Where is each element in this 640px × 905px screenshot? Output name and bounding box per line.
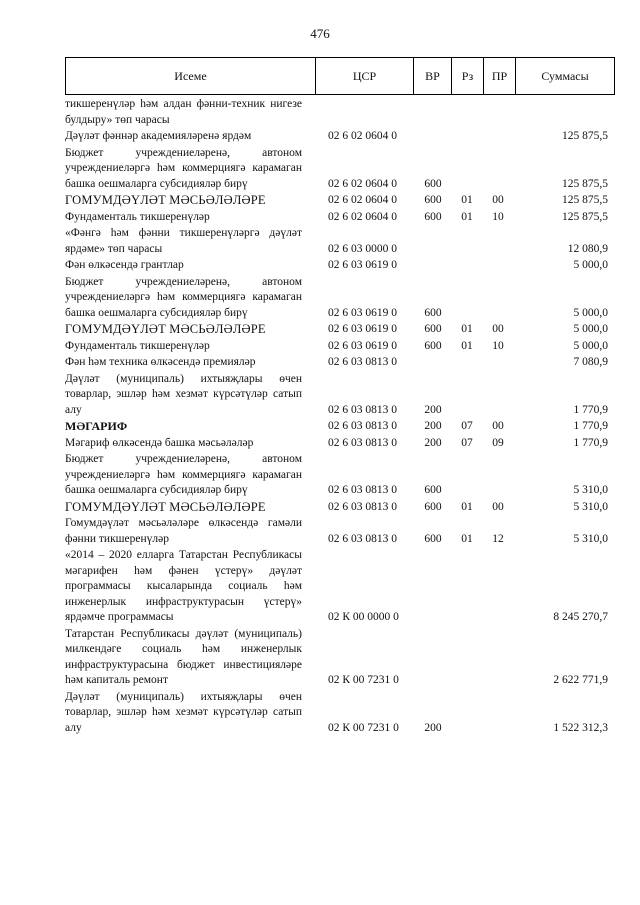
header-pr: ПР [484, 58, 516, 94]
row-csr: 02 6 03 0813 0 [328, 532, 397, 545]
row-sum: 1 522 312,3 [553, 721, 608, 734]
row-name: «2014 – 2020 елларга Татарстан Республикасы мәгарифен һәм фәнен үстерү» дәүләт программасы кысаларында социаль һәм инженерлык инфраструктурасын үстерү» ярдәмче программасы [65, 549, 302, 623]
row-pr: 00 [492, 194, 504, 206]
row-name: Фән өлкәсендә грантлар [65, 259, 184, 271]
table-row [65, 322, 615, 339]
row-vr: 200 [424, 436, 442, 449]
row-vr: 200 [424, 721, 442, 734]
row-csr: 02 6 03 0619 0 [328, 339, 397, 352]
row-rz: 07 [461, 436, 473, 449]
row-rz: 01 [461, 323, 473, 335]
table-row [65, 210, 615, 227]
table-header [65, 57, 615, 95]
row-csr: 02 6 03 0813 0 [328, 356, 397, 368]
row-sum: 125 875,5 [562, 210, 608, 223]
row-csr: 02 К 00 7231 0 [328, 721, 399, 734]
row-rz: 07 [461, 420, 473, 432]
row-sum: 125 875,5 [562, 194, 608, 206]
table-row [65, 500, 615, 517]
row-vr: 600 [424, 500, 442, 513]
row-sum: 5 310,0 [573, 532, 608, 545]
header-vr: ВР [414, 58, 452, 94]
row-sum: 125 875,5 [562, 130, 608, 142]
row-sum: 2 622 771,9 [553, 674, 608, 686]
row-name: Бюджет учреждениеләренә, автоном учреждениеләргә һәм коммерциягә карамаган башка оешмаларга субсидияләр бирү [65, 275, 302, 319]
row-csr: 02 6 03 0813 0 [328, 436, 397, 449]
table-row [65, 355, 615, 372]
table-row [65, 146, 615, 194]
table-body [65, 97, 615, 737]
table-row [65, 419, 615, 436]
row-vr: 600 [424, 306, 442, 319]
row-name: тикшеренүләр һәм алдан фәнни-техник нигезе булдыру» төп чарасы [65, 98, 302, 126]
table-row [65, 339, 615, 356]
row-rz: 01 [461, 194, 473, 206]
row-sum: 12 080,9 [567, 242, 608, 255]
table-row [65, 452, 615, 500]
row-name: ГОМУМДӘҮЛӘТ МӘСЬӘЛӘЛӘРЕ [65, 499, 266, 514]
row-name: Бюджет учреждениеләренә, автоном учреждениеләргә һәм коммерциягә карамаган башка оешмаларга субсидияләр бирү [65, 453, 302, 496]
row-vr: 600 [424, 484, 442, 496]
row-name: Фән һәм техника өлкәсендә премияләр [65, 356, 256, 368]
table-row [65, 372, 615, 420]
row-vr: 600 [424, 194, 442, 206]
table-row [65, 516, 615, 548]
row-csr: 02 6 02 0604 0 [328, 177, 397, 190]
row-sum: 125 875,5 [562, 177, 608, 190]
row-sum: 7 080,9 [573, 356, 608, 368]
row-sum: 1 770,9 [573, 420, 608, 432]
row-vr: 200 [424, 403, 442, 416]
row-pr: 09 [492, 436, 504, 449]
row-rz: 01 [461, 500, 473, 513]
row-vr: 600 [424, 323, 442, 335]
row-name: «Фәнгә һәм фәнни тикшеренүләргә дәүләт ярдәме» төп чарасы [65, 227, 302, 255]
row-name: Дәүләт (муниципаль) ихтыяҗлары өчен товарлар, эшләр һәм хезмәт күрсәтүләр сатып алу [65, 372, 302, 416]
table-row [65, 690, 615, 738]
row-rz: 01 [461, 532, 473, 545]
row-name: Татарстан Республикасы дәүләт (муниципаль) милкендәге социаль һәм инженерлык инфраструктурасына бюджет инвестицияләре һәм капиталь ремонт [65, 627, 302, 686]
row-csr: 02 К 00 7231 0 [328, 674, 399, 686]
row-pr: 00 [492, 323, 504, 335]
row-name: Бюджет учреждениеләренә, автоном учреждениеләргә һәм коммерциягә карамаган башка оешмаларга субсидияләр бирү [65, 146, 302, 190]
table-row [65, 436, 615, 453]
table-row [65, 627, 615, 690]
table-row [65, 97, 615, 129]
header-sum: Суммасы [541, 68, 589, 83]
row-sum: 5 310,0 [573, 484, 608, 496]
row-csr: 02 6 02 0604 0 [328, 210, 397, 223]
row-sum: 5 000,0 [573, 323, 608, 335]
row-csr: 02 6 03 0619 0 [328, 306, 397, 319]
row-rz: 01 [461, 210, 473, 223]
row-csr: 02 6 03 0813 0 [328, 484, 397, 496]
row-csr: 02 6 03 0619 0 [328, 323, 397, 335]
row-csr: 02 6 03 0813 0 [328, 500, 397, 513]
table-row [65, 258, 615, 275]
row-csr: 02 6 03 0813 0 [328, 420, 397, 432]
row-pr: 10 [492, 210, 504, 223]
row-vr: 600 [424, 177, 442, 190]
row-name: ГОМУМДӘҮЛӘТ МӘСЬӘЛӘЛӘРЕ [65, 193, 266, 207]
row-name: Фундаменталь тикшеренүләр [65, 339, 210, 352]
table-row [65, 275, 615, 323]
row-vr: 600 [424, 532, 442, 545]
row-pr: 10 [492, 339, 504, 352]
header-name: Исеме [66, 58, 316, 94]
row-name: Мәгариф өлкәсендә башка мәсьәләләр [65, 436, 254, 449]
row-vr: 600 [424, 210, 442, 223]
row-sum: 8 245 270,7 [553, 611, 608, 623]
row-vr: 600 [424, 339, 442, 352]
row-sum: 5 000,0 [573, 259, 608, 271]
row-sum: 5 000,0 [573, 339, 608, 352]
table-row [65, 129, 615, 146]
row-csr: 02 6 03 0813 0 [328, 403, 397, 416]
row-pr: 12 [492, 532, 504, 545]
row-name: ГОМУМДӘҮЛӘТ МӘСЬӘЛӘЛӘРЕ [65, 322, 266, 336]
row-sum: 5 310,0 [573, 500, 608, 513]
row-sum: 1 770,9 [573, 436, 608, 449]
row-name: Фундаменталь тикшеренүләр [65, 210, 210, 223]
row-pr: 00 [492, 420, 504, 432]
row-vr: 200 [424, 420, 442, 432]
row-pr: 00 [492, 500, 504, 513]
row-csr: 02 6 02 0604 0 [328, 130, 397, 142]
row-sum: 1 770,9 [573, 403, 608, 416]
row-name: МӘГАРИФ [65, 419, 128, 433]
table-row [65, 226, 615, 258]
row-csr: 02 6 03 0619 0 [328, 259, 397, 271]
header-rz: Рз [452, 58, 484, 94]
row-name: Дәүләт (муниципаль) ихтыяҗлары өчен товарлар, эшләр һәм хезмәт күрсәтүләр сатып алу [65, 690, 302, 734]
table-row [65, 548, 615, 627]
page-number: 476 [310, 26, 330, 41]
row-sum: 5 000,0 [573, 306, 608, 319]
row-rz: 01 [461, 339, 473, 352]
row-csr: 02 6 02 0604 0 [328, 194, 397, 206]
row-csr: 02 6 03 0000 0 [328, 242, 397, 255]
row-name: Дәүләт фәннәр академияләренә ярдәм [65, 130, 252, 142]
row-name: Гомумдәүләт мәсьәләләре өлкәсендә гамәли фәнни тикшеренүләр [65, 517, 302, 545]
row-csr: 02 К 00 0000 0 [328, 611, 399, 623]
header-csr: ЦСР [316, 58, 414, 94]
table-row [65, 193, 615, 210]
